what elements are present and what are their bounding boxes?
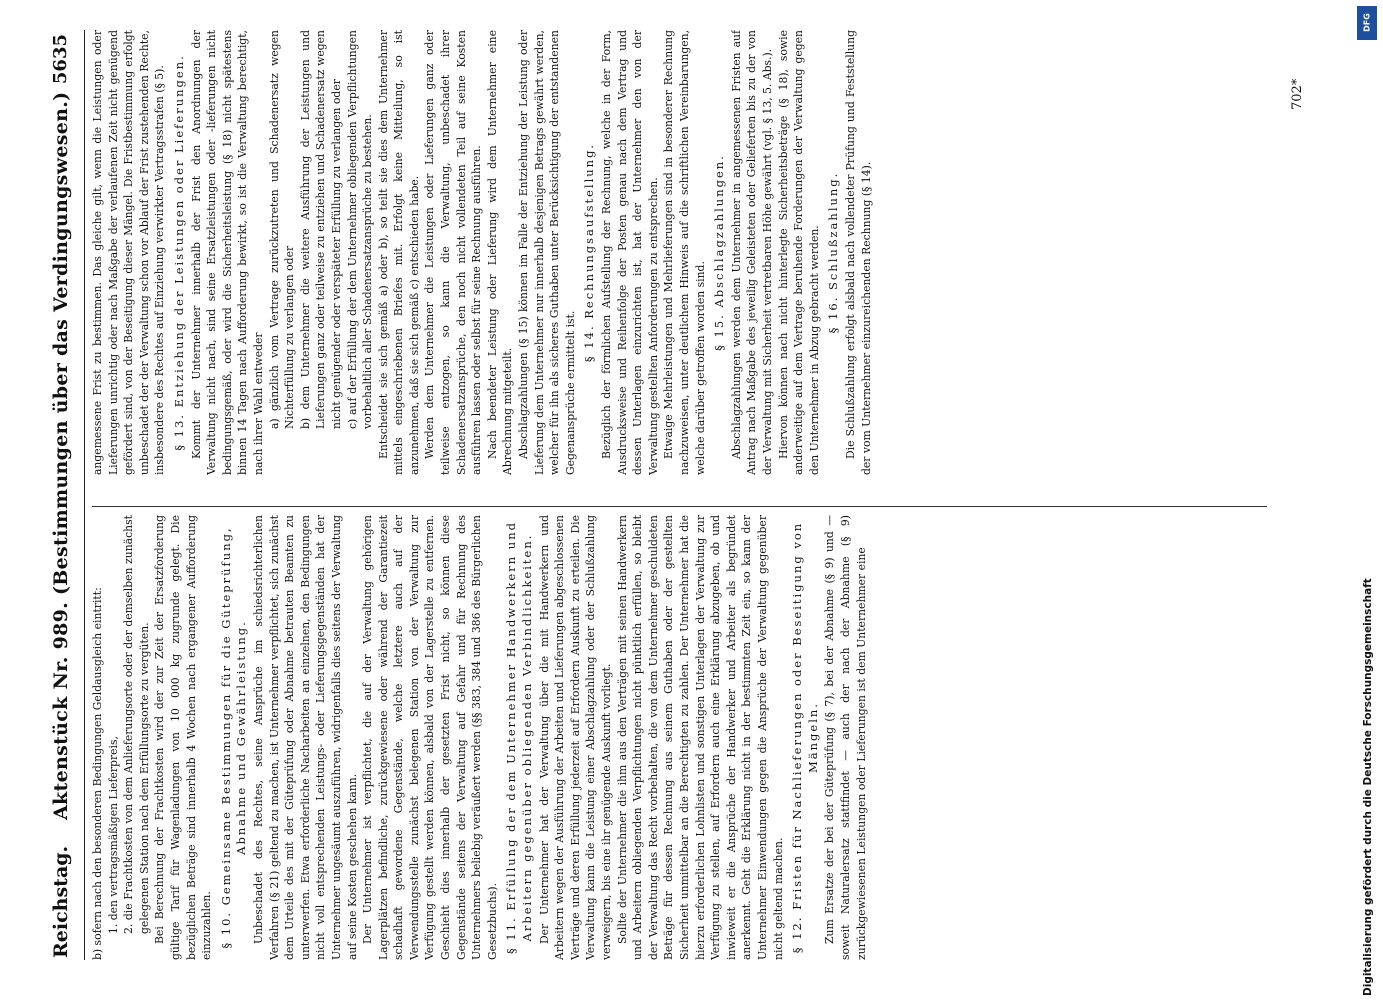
column-divider: [92, 506, 1267, 507]
paragraph: Abschlagzahlungen (§ 15) können im Falle der Entziehung der Leistung oder Lieferung dem Unternehmer nur innerhalb desjenigen Betrags gewährt werden, welcher für ihn als sicheres Guthaben unter Berücksichtigung der entstandenen Gegenansprüche ermittelt ist.: [517, 30, 577, 475]
page-header: [12, 30, 85, 960]
section-heading: § 12. Fristen für Nachlieferungen oder Beseitigung von Mängeln.: [790, 521, 820, 954]
paragraph: 1. den vertragsmäßigen Lieferpreis,: [106, 736, 120, 934]
paragraph: Entscheidet sie sich gemäß a) oder b), so teilt sie dies dem Unternehmer mittels eingeschriebenen Briefes mit. Erfolgt keine Mitteilung, so ist anzunehmen, daß sie sich gemäß c) entschieden habe.: [376, 30, 421, 475]
paragraph: b) sofern nach den besonderen Bedingungen Geldausgleich eintritt:: [91, 587, 104, 960]
dfg-logo-text: DFG: [1362, 13, 1372, 32]
paragraph: b) dem Unternehmer die weitere Ausführung der Leistungen und Lieferungen ganz oder teilweise zu entziehen und Schadenersatz wegen nicht genügender oder verspäteter Erfüllung zu verlangen oder: [298, 30, 343, 429]
left-column: [90, 515, 1270, 960]
right-column: [90, 30, 1270, 475]
paragraph: Nach beendeter Leistung oder Lieferung wird dem Unternehmer eine Abrechnung mitgeteilt.: [485, 30, 515, 475]
paragraph: Abschlagzahlungen werden dem Unternehmer in angemessenen Fristen auf Antrag nach Maßgabe des jeweilig Geleisteten oder Gelieferten bis zu der von der Verwaltung mit Sicherheit vertretbaren Höhe gewährt (vgl. § 13, 5. Abs.).: [729, 30, 774, 475]
paragraph: angemessene Frist zu bestimmen. Das gleiche gilt, wenn die Leistungen oder Lieferungen unrichtig oder nach Maßgabe der verlaufenen Zeit nicht genügend gefördert sind, von der Beseitigung dieser Mängel. Die Fristbestimmung erfolgt unbeschadet der der Verwaltung schon vor Ablauf der Frist zustehenden Rechte, insbesondere des Rechtes auf Einziehung verwirkter Vertragsstrafen (§ 5).: [91, 30, 167, 475]
section-heading: § 10. Gemeinsame Bestimmungen für die Güteprüfung, Abnahme und Gewährleistung.: [218, 526, 249, 949]
page-number: 5635: [50, 34, 71, 85]
paragraph: Unbeschadet des Rechtes, seine Ansprüche im schiedsrichterlichen Verfahren (§ 21) geltend zu machen, ist Unternehmer verpflichtet, sich zunächst dem Urteile des mit der Güteprüfung oder Abnahme betrauten Beamten zu unterwerfen. Etwa erforderliche Nacharbeiten an einzelnen, den Bedingungen nicht voll entsprechenden Leistungs- oder Lieferungsgegenständen hat der Unternehmer ungesäumt auszuführen, widrigenfalls dies seitens der Verwaltung auf seine Kosten geschehen kann.: [251, 515, 359, 960]
paragraph: Hiervon können nach nicht hinterlegte Sicherheitsbeträge (§ 18), sowie anderweitige auf dem Vertrage beruhende Forderungen der Verwaltung gegen den Unternehmer in Abzug gebracht werden.: [776, 30, 821, 475]
header-left: Reichstag.: [50, 845, 72, 958]
paragraph: Kommt der Unternehmer innerhalb der Frist den Anordnungen der Verwaltung nicht nach, sind seine Ersatzleistungen oder -lieferungen nicht bedingungsgemäß, oder wird die Sicherheitsleistung (§ 18) nicht spätestens binnen 14 Tagen nach Aufforderung bewirkt, so ist die Verwaltung berechtigt, nach ihrer Wahl entweder: [189, 30, 265, 475]
header-title: Aktenstück Nr. 989. (Bestimmungen über das Verdingungswesen.): [50, 91, 72, 820]
paragraph: 2. die Frachtkosten von dem Anlieferungsorte oder der demselben zunächst gelegenen Station nach dem Erfüllungsorte zu vergüten.: [122, 515, 151, 934]
paragraph: Werden dem Unternehmer die Leistungen oder Lieferungen ganz oder teilweise entzogen, so kann die Verwaltung, unbeschadet ihrer Schadenersatzansprüche, den noch nicht vollendeten Teil auf seine Kosten ausführen lassen oder selbst für seine Rechnung ausführen.: [423, 30, 484, 475]
folio-mark: 702*: [1290, 78, 1305, 110]
paragraph: Sollte der Unternehmer die ihm aus den Verträgen mit seinen Handwerkern und Arbeitern obliegenden Verpflichtungen nicht pünktlich erfüllen, so bleibt der Verwaltung das Recht vorbehalten, die von dem Unternehmer geschuldeten Beträge für dessen Rechnung aus seinem Guthaben oder der gestellten Sicherheit unmittelbar an die Berechtigten zu zahlen. Der Unternehmer hat die hierzu erforderlichen Lohnlisten und sonstigen Unterlagen der Verwaltung zur Verfügung zu stellen, auf Erfordern auch eine Erklärung abzugeben, ob und inwieweit er die Ansprüche der Handwerker und Arbeiter als begründet anerkennt. Geht die Erklärung nicht in der bestimmten Zeit ein, so kann der Unternehmer Einwendungen gegen die Ansprüche der Verwaltung gegenüber nicht geltend machen.: [615, 515, 785, 960]
section-heading: § 15. Abschlagzahlungen.: [712, 154, 727, 351]
digitization-note-text: Digitalisierung gefördert durch die Deutsche Forschungsgemeinschaft: [1362, 578, 1374, 996]
paragraph: a) gänzlich vom Vertrage zurückzutreten und Schadenersatz wegen Nichterfüllung zu verlangen oder: [267, 30, 297, 429]
section-heading: § 16. Schlußzahlung.: [826, 171, 841, 334]
paragraph: Zum Ersatze der bei der Güteprüfung (§ 7), bei der Abnahme (§ 9) und — soweit Naturalersatz stattfindet — auch der nach der Abnahme (§ 9) zurückgewiesenen Leistungen oder Lieferungen ist dem Unternehmer eine: [823, 515, 868, 960]
dfg-logo: [1357, 6, 1377, 40]
section-heading: § 11. Erfüllung der dem Unternehmer Handwerkern und Arbeitern gegenüber obliegenden Verbindlichkeiten.: [504, 521, 535, 954]
paragraph: Der Unternehmer hat der Verwaltung über die mit Handwerkern und Arbeitern wegen der Ausführung der Arbeiten und Lieferungen abgeschlossenen Verträge und deren Erfüllung jederzeit auf Erfordern Auskunft zu erteilen. Die Verwaltung kann die Leistung einer Abschlagzahlung oder der Schlußzahlung verweigern, bis eine ihr genügende Auskunft vorliegt.: [537, 515, 613, 960]
paragraph: c) auf der Erfüllung der dem Unternehmer obliegenden Verpflichtungen vorbehaltlich aller Schadenersatzansprüche zu bestehen.: [345, 30, 375, 429]
paragraph: Etwaige Mehrleistungen und Mehrlieferungen sind in besonderer Rechnung nachzuweisen, unter deutlichem Hinweis auf die schriftlichen Vereinbarungen, welche darüber getroffen worden sind.: [662, 30, 707, 475]
digitization-note: [1352, 6, 1380, 996]
paragraph: Bezüglich der förmlichen Aufstellung der Rechnung, welche in der Form, Ausdrucksweise und Reihenfolge der Posten genau nach dem Vertrag und dessen Unterlagen einzurichten ist, hat der Unternehmer den von der Verwaltung gestellten Anforderungen zu entsprechen.: [600, 30, 660, 475]
paragraph: Bei Berechnung der Frachtkosten wird der zur Zeit der Ersatzforderung gültige Tarif für Wagenladungen von 10 000 kg zugrunde gelegt. Die bezüglichen Beträge sind innerhalb 4 Wochen nach ergangener Aufforderung einzuzahlen.: [153, 515, 214, 960]
section-heading: § 14. Rechnungsaufstellung.: [582, 142, 597, 363]
paragraph: Die Schlußzahlung erfolgt alsbald nach vollendeter Prüfung und Feststellung der vom Unternehmer einzureichenden Rechnung (§ 14).: [843, 30, 873, 475]
paragraph: Der Unternehmer ist verpflichtet, die auf der Verwaltung gehörigen Lagerplätzen befindliche, zurückgewiesene oder während der Garantiezeit schadhaft gewordene Gegenstände, welche letztere auch auf der Verwendungsstelle zunächst belegenen Station von der Verwaltung zur Verfügung gestellt werden können, alsbald von der Lagerstelle zu entfernen. Geschieht dies innerhalb der gesetzten Frist nicht, so können diese Gegenstände seitens der Verwaltung auf Gefahr und für Rechnung des Unternehmers beliebig veräußert werden (§§ 383, 384 und 386 des Bürgerlichen Gesetzbuchs).: [361, 515, 499, 960]
section-heading: § 13. Entziehung der Leistungen oder Lieferungen.: [171, 54, 186, 451]
